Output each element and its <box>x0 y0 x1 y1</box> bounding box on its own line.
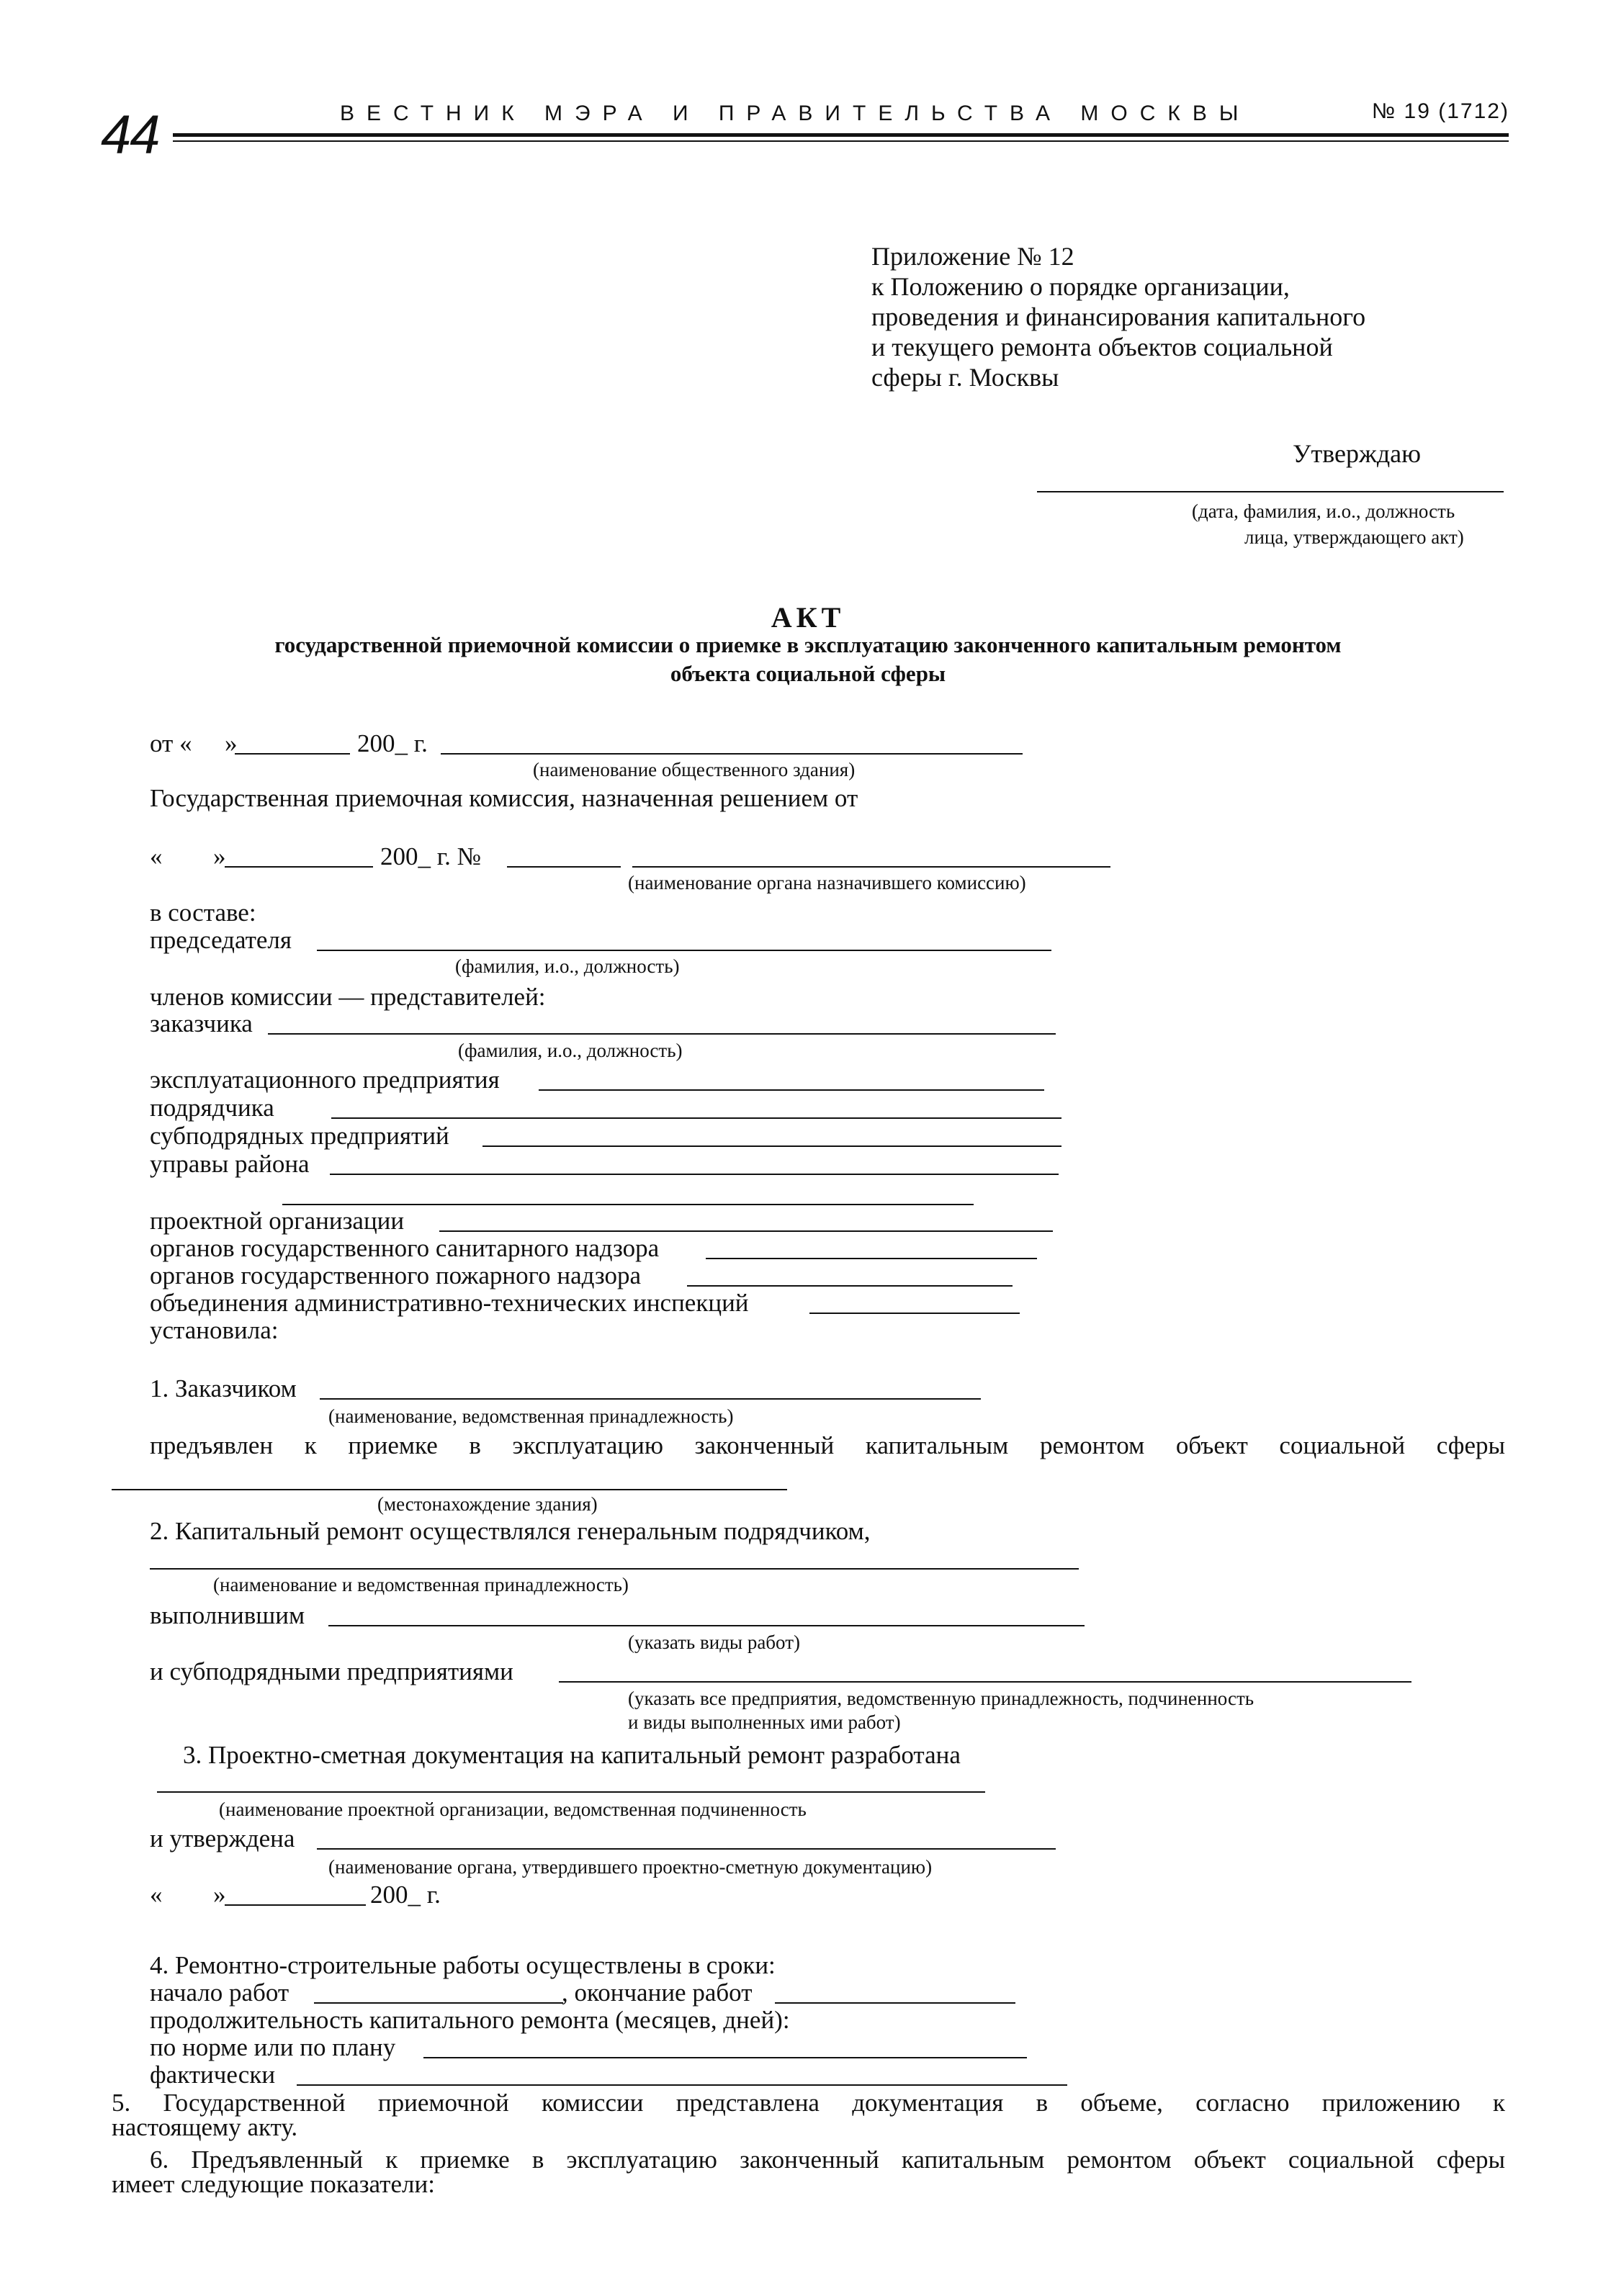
act-subtitle-1: государственной приемочной комиссии о приемке в эксплуатацию законченного капитальным ремонтом <box>274 632 1342 657</box>
act-subtitle-2: объекта социальной сферы <box>670 661 946 686</box>
item-1-line <box>320 1398 981 1400</box>
approved-line <box>317 1848 1056 1850</box>
district-line <box>330 1174 1059 1175</box>
customer-caption: (фамилия, и.о., должность) <box>458 1040 683 1061</box>
approval-caption-2: лица, утверждающего акт) <box>1244 526 1464 548</box>
actual-label: фактически <box>150 2061 276 2089</box>
commission-intro: Государственная приемочная комиссия, назначенная решением от <box>150 784 858 812</box>
design-org-label: проектной организации <box>150 1207 405 1235</box>
by-norm-line <box>423 2057 1027 2058</box>
decision-date: 200_ г. № <box>380 842 482 870</box>
approval-line <box>1037 491 1504 492</box>
duration-label: продолжительность капитального ремонта (месяцев, дней): <box>150 2006 790 2034</box>
end-line <box>775 2002 1015 2004</box>
fire-line <box>687 1285 1013 1287</box>
subcontractors-works-label: и субподрядными предприятиями <box>150 1657 513 1685</box>
item-3-year: 200_ г. <box>370 1881 441 1909</box>
approval-label: Утверждаю <box>1293 439 1422 468</box>
inspections-line <box>809 1313 1020 1314</box>
subcontractors-label: субподрядных предприятий <box>150 1122 449 1150</box>
customer-label: заказчика <box>150 1009 253 1037</box>
approved-label: и утверждена <box>150 1824 295 1852</box>
organ-caption: (наименование органа назначившего комиссию) <box>628 872 1026 893</box>
subcontractors-line <box>482 1145 1061 1147</box>
item-5-line-1: 5. Государственной приемочной комиссии представлена документация в объеме, согласно приложению к <box>112 2089 1505 2117</box>
members-label: членов комиссии — представителей: <box>150 983 546 1011</box>
item-1-label: 1. Заказчиком <box>150 1374 297 1403</box>
decision-quote-close: » <box>213 842 226 870</box>
item-3-caption: (наименование проектной организации, ведомственная подчиненность <box>219 1798 807 1820</box>
end-label: , окончание работ <box>562 1978 753 2007</box>
sanitary-label: органов государственного санитарного надзора <box>150 1234 660 1262</box>
appendix-block <box>871 241 1365 392</box>
customer-line <box>268 1033 1056 1035</box>
date-from-close: » <box>225 729 238 757</box>
location-caption: (местонахождение здания) <box>377 1493 598 1515</box>
operator-line <box>539 1089 1044 1091</box>
organ-name-line <box>632 866 1110 868</box>
building-name-line <box>441 753 1023 755</box>
date-from-open: от « <box>150 729 192 757</box>
item-6-line-2: имеет следующие показатели: <box>112 2170 435 2198</box>
journal-title: ВЕСТНИК МЭРА И ПРАВИТЕЛЬСТВА МОСКВЫ <box>340 102 1251 125</box>
design-org-line <box>439 1230 1053 1232</box>
established-label: установила: <box>150 1316 279 1344</box>
appendix-line-4: и текущего ремонта объектов социальной <box>871 333 1333 361</box>
contractor-line <box>331 1117 1061 1119</box>
page-number: 44 <box>101 104 159 166</box>
item-3-quote-open: « <box>150 1881 163 1909</box>
appendix-line-3: проведения и финансирования капитального <box>871 302 1366 331</box>
start-label: начало работ <box>150 1978 289 2007</box>
performed-line <box>328 1625 1085 1626</box>
item-2-caption: (наименование и ведомственная принадлежность) <box>213 1574 629 1595</box>
subcontractors-caption-1: (указать все предприятия, ведомственную принадлежность, подчиненность <box>628 1688 1254 1709</box>
header-rule-thin <box>173 140 1509 142</box>
composition-label: в составе: <box>150 899 256 927</box>
act-title: АКТ <box>771 601 845 634</box>
header-rule <box>173 133 1509 137</box>
appendix-line-5: сферы г. Москвы <box>871 363 1059 392</box>
item-3-month-line <box>225 1904 366 1906</box>
item-2-line <box>150 1568 1079 1570</box>
item-2-label: 2. Капитальный ремонт осуществлялся генеральным подрядчиком, <box>150 1517 871 1545</box>
chairman-caption: (фамилия, и.о., должность) <box>455 955 680 977</box>
date-year: 200_ г. <box>357 729 428 757</box>
item-5-line-2: настоящему акту. <box>112 2113 298 2141</box>
works-caption: (указать виды работ) <box>628 1631 800 1653</box>
actual-line <box>297 2084 1067 2086</box>
contractor-label: подрядчика <box>150 1094 274 1122</box>
chairman-label: председателя <box>150 926 292 954</box>
subcontractors-works-line <box>559 1681 1411 1683</box>
item-1-text: предъявлен к приемке в эксплуатацию законченный капитальным ремонтом объект социальной сферы <box>150 1431 1505 1459</box>
subcontractors-caption-2: и виды выполненных ими работ) <box>628 1711 901 1733</box>
item-4-label: 4. Ремонтно-строительные работы осуществлены в сроки: <box>150 1951 776 1979</box>
item-3-line <box>157 1791 985 1793</box>
inspections-label: объединения административно-технических инспекций <box>150 1289 749 1317</box>
location-line <box>112 1489 787 1490</box>
item-1-caption: (наименование, ведомственная принадлежность) <box>328 1405 734 1427</box>
approved-caption: (наименование органа, утвердившего проектно-сметную документацию) <box>328 1856 933 1878</box>
date-month-line <box>235 753 350 755</box>
fire-label: органов государственного пожарного надзора <box>150 1261 642 1289</box>
decision-quote-open: « <box>150 842 163 870</box>
decision-number-line <box>507 866 621 868</box>
item-6-line-1: 6. Предъявленный к приемке в эксплуатацию законченный капитальным ремонтом объект социальной сферы <box>150 2146 1505 2174</box>
approval-caption-1: (дата, фамилия, и.о., должность <box>1192 500 1455 522</box>
building-caption: (наименование общественного здания) <box>533 759 856 780</box>
appendix-line-2: к Положению о порядке организации, <box>871 272 1290 301</box>
appendix-line-1: Приложение № 12 <box>871 242 1074 271</box>
item-3-quote-close: » <box>213 1881 226 1909</box>
decision-month-line <box>225 866 373 868</box>
start-line <box>314 2002 563 2004</box>
issue-number: № 19 (1712) <box>1372 99 1509 123</box>
by-norm-label: по норме или по плану <box>150 2033 396 2061</box>
operator-label: эксплуатационного предприятия <box>150 1066 500 1094</box>
chairman-line <box>317 950 1051 951</box>
district-line-2 <box>282 1204 974 1205</box>
district-label: управы района <box>150 1150 310 1178</box>
sanitary-line <box>706 1258 1037 1259</box>
performed-label: выполнившим <box>150 1601 305 1629</box>
item-3-label: 3. Проектно-сметная документация на капитальный ремонт разработана <box>183 1741 961 1769</box>
